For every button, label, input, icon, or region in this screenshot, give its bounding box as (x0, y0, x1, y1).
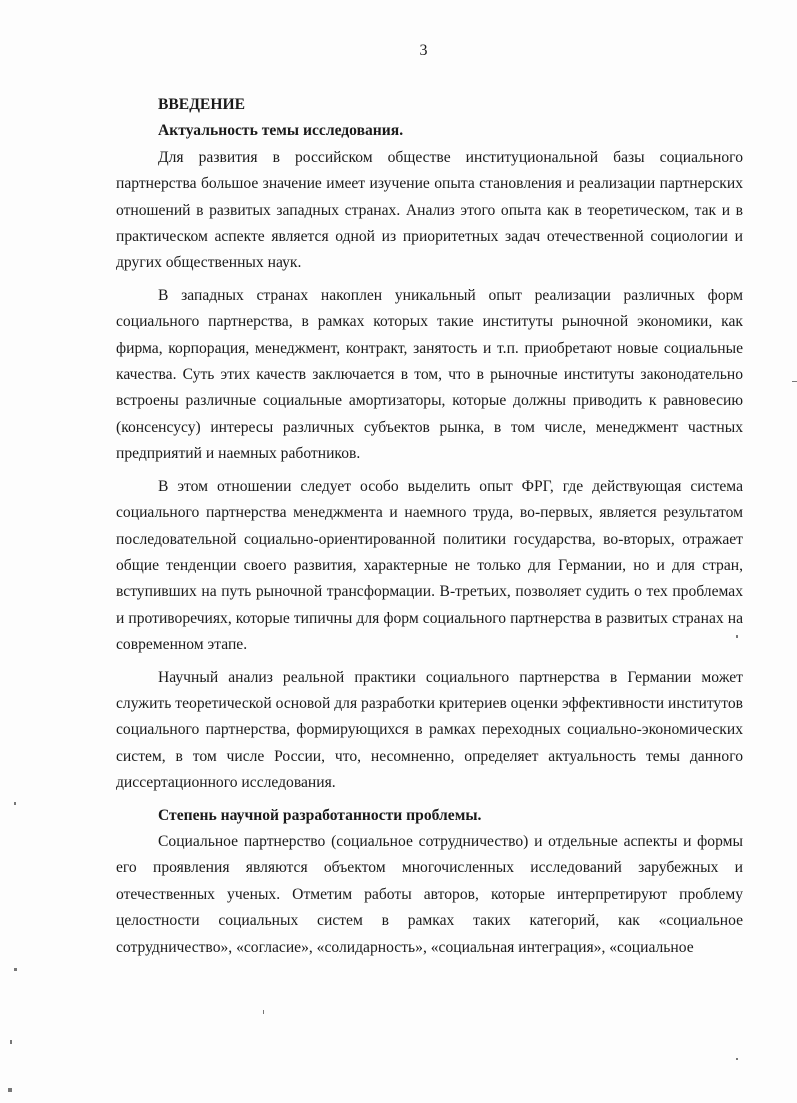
scan-speck (263, 1010, 264, 1014)
scan-speck (14, 802, 16, 805)
paragraph: Социальное партнерство (социальное сотрудничество) и отдельные аспекты и формы его проявления являются объектом многочисленных исследований зарубежных и отечественных ученых. Отметим работы авторов, которые интерпретируют проблему целостности социальных систем в рамках таких категорий, как «социальное сотрудничество», «согласие», «солидарность», «социальная интеграция», «социальное (116, 832, 743, 956)
page-content (116, 92, 743, 967)
paragraph: В западных странах накоплен уникальный опыт реализации различных форм социального партнерства, в рамках которых такие институты рыночной экономики, как фирма, корпорация, менеджмент, контракт, занятость и т.п. приобретают новые социальные качества. Суть этих качеств заключается в том, что в рыночные институты законодательно встроены различные социальные амортизаторы, которые должны приводить к равновесию (консенсусу) интересы различных субъектов рынка, в том числе, менеджмент частных предприятий и наемных работников. (116, 286, 743, 463)
scan-speck (736, 1058, 738, 1060)
scan-speck (10, 1040, 12, 1044)
section-heading-research-degree: Степень научной разработанности проблемы. (158, 806, 482, 824)
page-number: 3 (419, 42, 428, 59)
paragraph: В этом отношении следует особо выделить опыт ФРГ, где действующая система социального партнерства менеджмента и наемного труда, во-первых, является результатом последовательной социально-ориентированной политики государства, во-вторых, отражает общие тенденции своего развития, характерные не только для Германии, но и для стран, вступивших на путь рыночной трансформации. В-третьих, позволяет судить о тех проблемах и противоречиях, которые типичны для форм социального партнерства в развитых странах на современном этапе. (116, 477, 743, 654)
section-heading-relevance: Актуальность темы исследования. (158, 122, 404, 140)
scan-speck (792, 381, 797, 382)
paragraph: Научный анализ реальной практики социального партнерства в Германии может служить теоретической основой для разработки критериев оценки эффективности институтов социального партнерства, формирующихся в рамках переходных социально-экономических систем, в том числе России, что, несомненно, определяет актуальность темы данного диссертационного исследования. (116, 668, 743, 792)
scan-speck (14, 968, 17, 971)
scan-speck (736, 635, 738, 638)
paragraph: Для развития в российском обществе институциональной базы социального партнерства большое значение имеет изучение опыта становления и реализации партнерских отношений в развитых западных странах. Анализ этого опыта как в теоретическом, так и в практическом аспекте является одной из приоритетных задач отечественной социологии и других общественных наук. (116, 148, 743, 272)
chapter-title: ВВЕДЕНИЕ (158, 96, 245, 113)
scan-speck (8, 1088, 12, 1092)
